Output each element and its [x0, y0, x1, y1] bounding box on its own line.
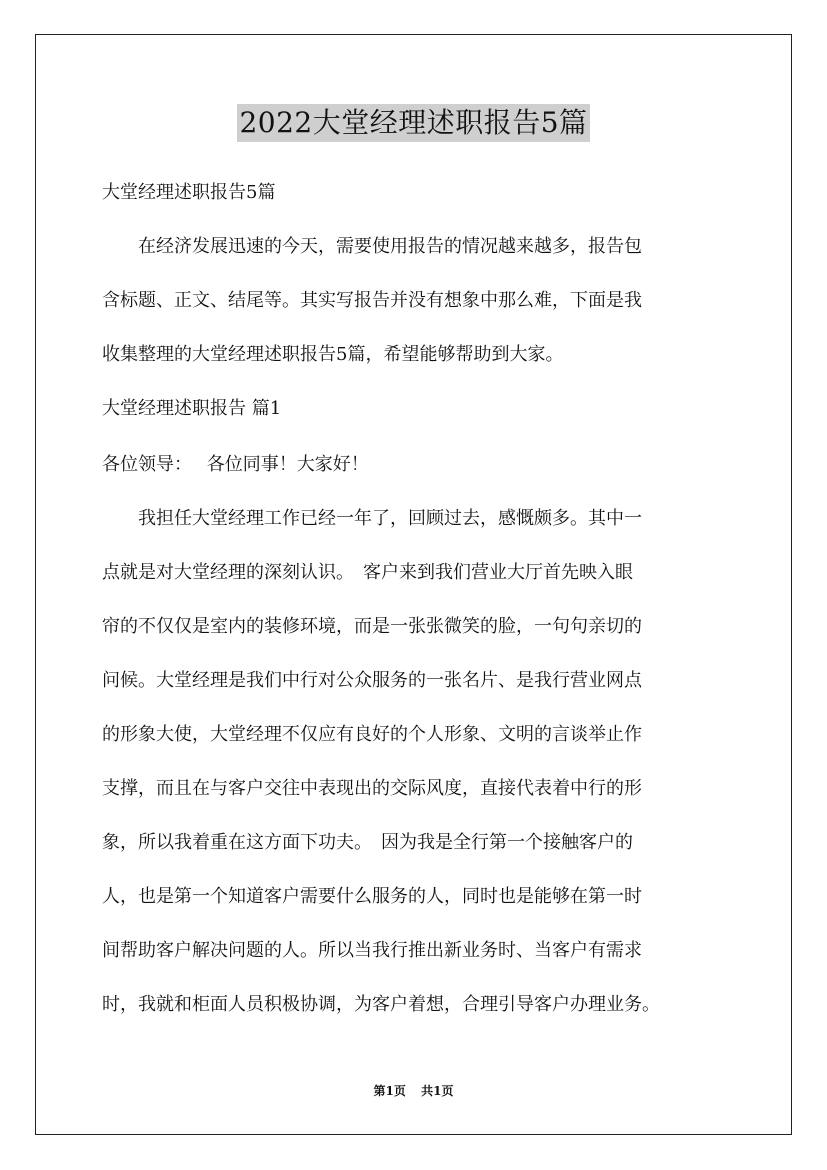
paragraph-line: 含标题、正文、结尾等。其实写报告并没有想象中那么难，下面是我 [102, 290, 642, 311]
page-footer [0, 1083, 827, 1099]
paragraph-line: 收集整理的大堂经理述职报告5篇，希望能够帮助到大家。 [102, 344, 564, 365]
paragraph-line: 在经济发展迅速的今天，需要使用报告的情况越来越多，报告包 [102, 236, 642, 257]
paragraph-line: 间帮助客户解决问题的人。所以当我行推出新业务时、当客户有需求 [102, 940, 642, 961]
paragraph-line: 的形象大使，大堂经理不仅应有良好的个人形象、文明的言谈举止作 [102, 724, 642, 745]
page-number: 第1页 [373, 1084, 406, 1098]
paragraph-line: 象，所以我着重在这方面下功夫。 因为我是全行第一个接触客户的 [102, 832, 633, 853]
paragraph-line: 我担任大堂经理工作已经一年了，回顾过去，感慨颇多。其中一 [102, 508, 642, 529]
page-total: 共1页 [421, 1084, 454, 1098]
section-heading: 大堂经理述职报告 篇1 [102, 398, 282, 419]
paragraph-line: 支撑，而且在与客户交往中表现出的交际风度，直接代表着中行的形 [102, 778, 642, 799]
paragraph-line: 点就是对大堂经理的深刻认识。 客户来到我们营业大厅首先映入眼 [102, 562, 633, 583]
salutation-line: 各位领导： 各位同事！大家好！ [102, 454, 369, 475]
paragraph-line: 问候。大堂经理是我们中行对公众服务的一张名片、是我行营业网点 [102, 670, 642, 691]
paragraph-line: 帘的不仅仅是室内的装修环境，而是一张张微笑的脸，一句句亲切的 [102, 616, 642, 637]
section-heading: 大堂经理述职报告5篇 [102, 182, 276, 203]
paragraph-line: 人，也是第一个知道客户需要什么服务的人，同时也是能够在第一时 [102, 886, 642, 907]
document-title-wrap [0, 104, 827, 142]
document-title: 2022大堂经理述职报告5篇 [237, 104, 589, 142]
paragraph-line: 时，我就和柜面人员积极协调，为客户着想，合理引导客户办理业务。 [102, 994, 660, 1015]
